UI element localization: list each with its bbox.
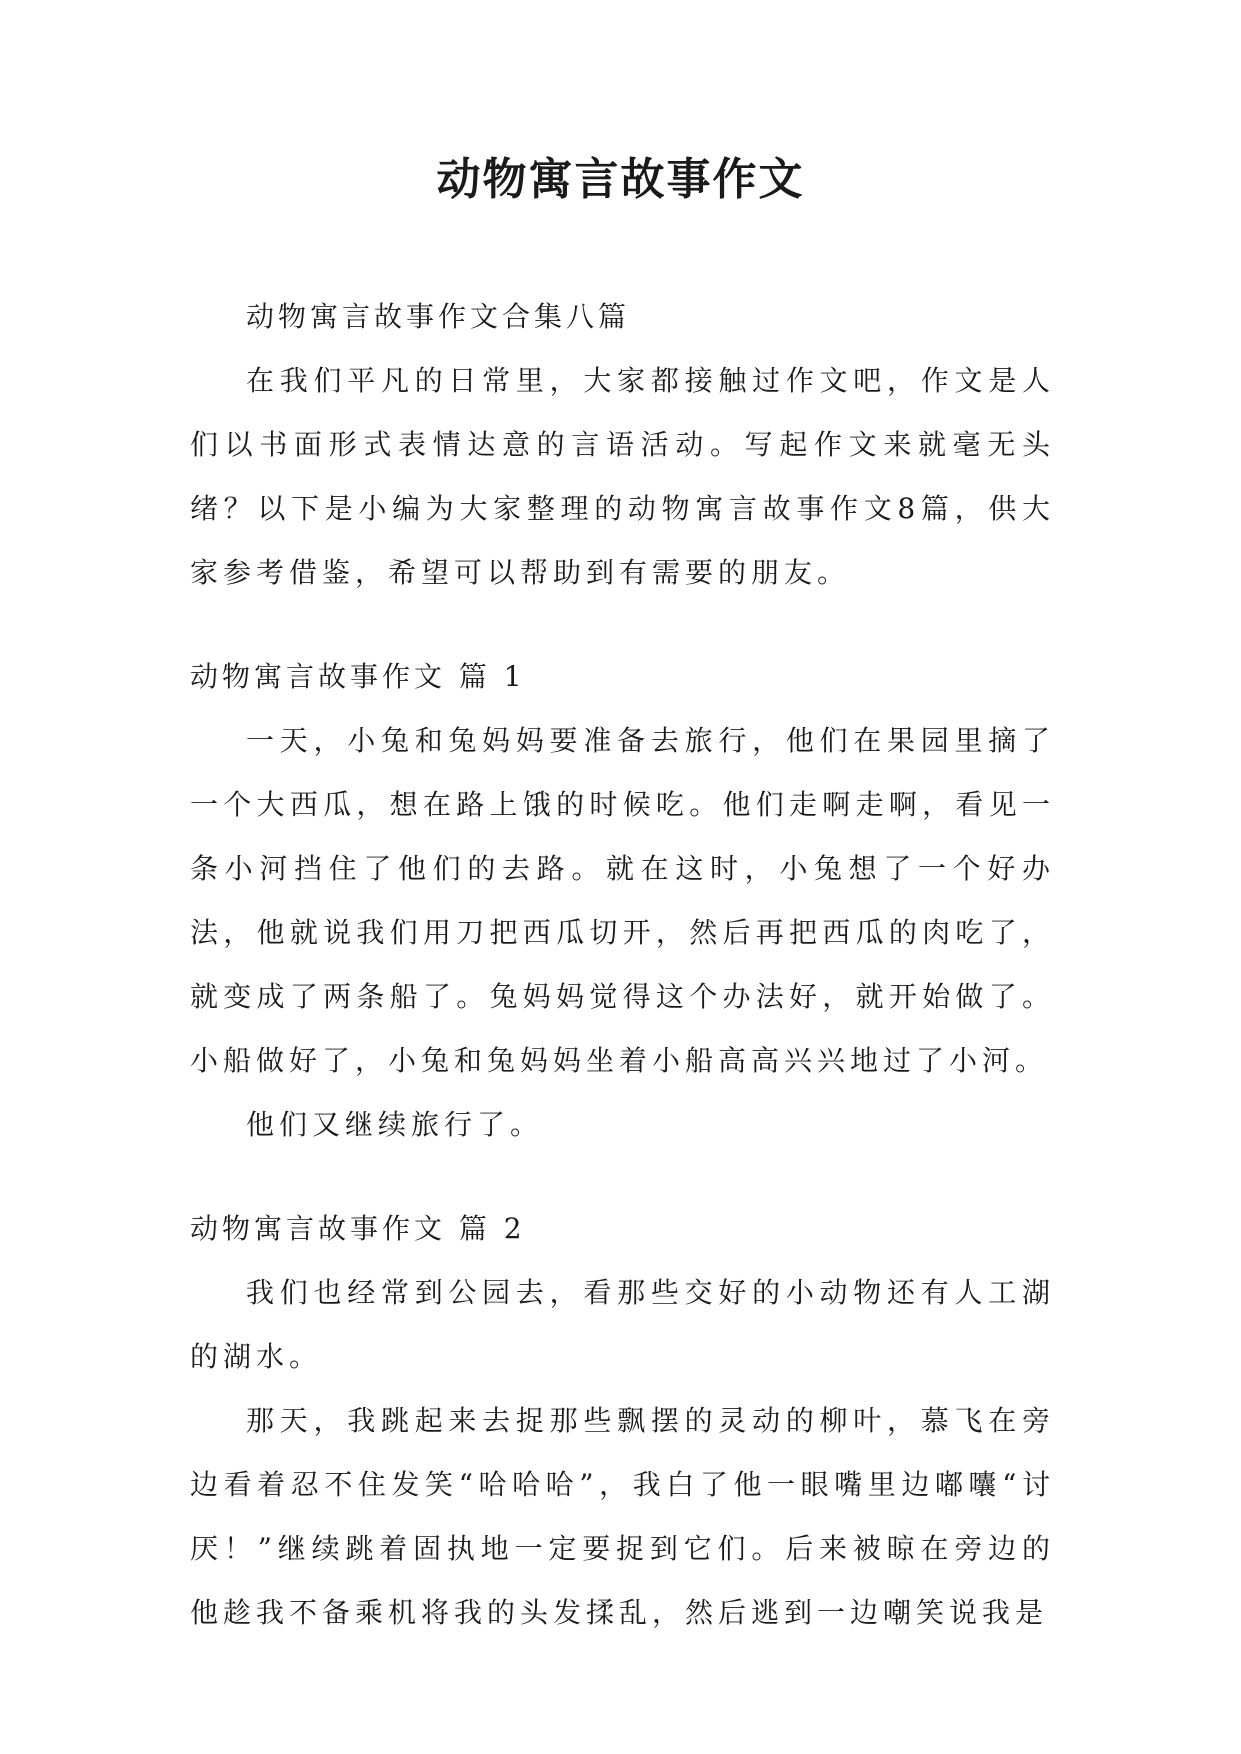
- section-2-paragraph-2: 那天，我跳起来去捉那些飘摆的灵动的柳叶，慕飞在旁边看着忍不住发笑“哈哈哈”，我白了他一眼嘴里边嘟囔“讨厌！”继续跳着固执地一定要捉到它们。后来被晾在旁边的他趁我不备乘机将我的头发揉乱，然后逃到一边嘲笑说我是: [190, 1404, 1055, 1629]
- section-gap: [190, 1157, 1055, 1197]
- document-subtitle: 动物寓言故事作文合集八篇: [246, 300, 631, 333]
- document-body: [190, 285, 1055, 1645]
- section-1-paragraph-2: 他们又继续旅行了。: [246, 1108, 544, 1141]
- page-title: 动物寓言故事作文: [436, 154, 805, 205]
- section-2-paragraph-1: 我们也经常到公园去，看那些交好的小动物还有人工湖的湖水。: [190, 1276, 1055, 1373]
- section-1-paragraph-1: 一天，小兔和兔妈妈要准备去旅行，他们在果园里摘了一个大西瓜，想在路上饿的时候吃。他们走啊走啊，看见一条小河挡住了他们的去路。就在这时，小兔想了一个好办法，他就说我们用刀把西瓜切开，然后再把西瓜的肉吃了，就变成了两条船了。兔妈妈觉得这个办法好，就开始做了。小船做好了，小兔和兔妈妈坐着小船高高兴兴地过了小河。: [190, 724, 1055, 1077]
- section-gap: [190, 605, 1055, 645]
- section-heading-1: 动物寓言故事作文 篇 1: [190, 660, 526, 693]
- intro-paragraph: 在我们平凡的日常里，大家都接触过作文吧，作文是人们以书面形式表情达意的言语活动。写起作文来就毫无头绪？以下是小编为大家整理的动物寓言故事作文8篇，供大家参考借鉴，希望可以帮助到有需要的朋友。: [190, 364, 1055, 589]
- section-heading-2: 动物寓言故事作文 篇 2: [190, 1212, 526, 1245]
